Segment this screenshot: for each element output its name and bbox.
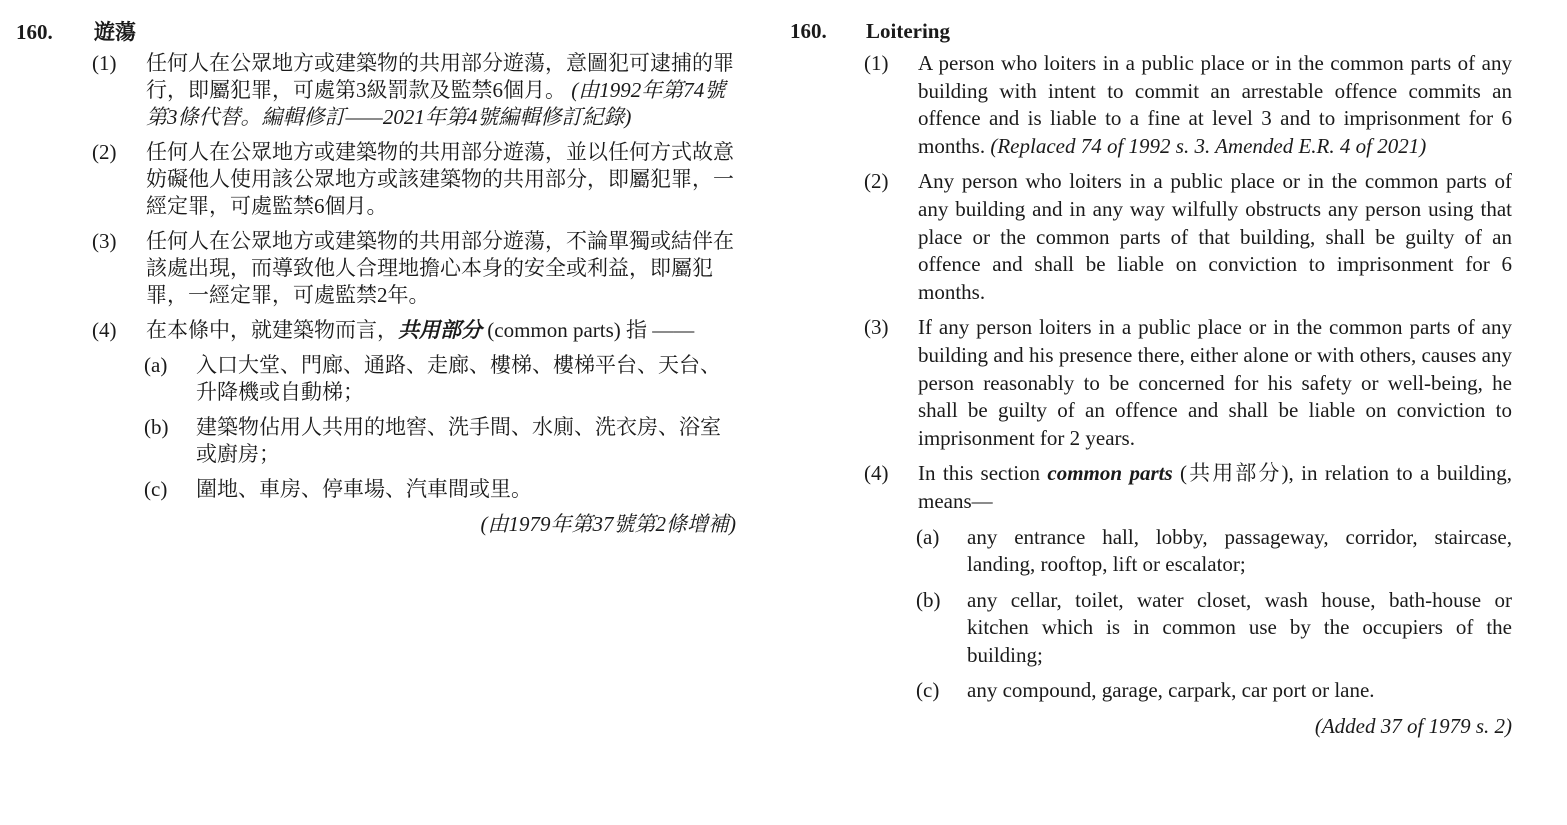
section-title: Loitering: [866, 19, 950, 44]
paragraph-text: any compound, garage, carpark, car port or lane.: [967, 678, 1375, 703]
subsection-1: [16, 50, 738, 131]
paragraph-b: [16, 414, 738, 468]
subsection-text: 任何人在公眾地方或建築物的共用部分遊蕩，並以任何方式故意妨礙他人使用該公眾地方或該建築物的共用部分，即屬犯罪，一經定罪，可處監禁6個月。: [146, 140, 734, 218]
subsection-number: (4): [92, 318, 117, 342]
defined-term: 共用部分: [398, 318, 482, 342]
paragraph-a: [16, 352, 738, 406]
subsection-text-cont: (common parts) 指 ——: [482, 318, 695, 342]
subsection-text: If any person loiters in a public place or in the common parts of any building and his presence there, either alone or with others, causes any person reasonably to be concerned for his safety or well-being, he shall be guilty of an offence and shall be liable on conviction to imprisonment for 2 years.: [918, 315, 1512, 450]
paragraph-number: (a): [144, 353, 168, 377]
paragraph-text: 圍地、車房、停車場、汽車間或里。: [196, 477, 532, 501]
paragraph-number: (c): [144, 477, 168, 501]
section-heading: [790, 14, 1512, 50]
defined-term: common parts: [1047, 461, 1173, 486]
paragraph-text: any cellar, toilet, water closet, wash house, bath-house or kitchen which is in common use by the occupiers of the building;: [967, 587, 1512, 667]
paragraph-number: (b): [144, 415, 169, 439]
added-note: (Added 37 of 1979 s. 2): [1314, 714, 1512, 739]
paragraph-c: [16, 476, 738, 503]
subsection-number: (3): [92, 229, 117, 253]
subsection-2: [16, 139, 738, 220]
subsection-number: (1): [92, 51, 117, 75]
subsection-text: 在本條中，就建築物而言，: [146, 318, 398, 342]
section-number: 160.: [16, 19, 53, 44]
paragraph-text: 建築物佔用人共用的地窖、洗手間、水廁、洗衣房、浴室或廚房；: [196, 415, 721, 466]
added-note: (由1979年第37號第2條增補): [480, 512, 736, 536]
subsection-text: In this section: [918, 461, 1048, 486]
paragraph-number: (b): [916, 587, 941, 612]
chinese-column: [16, 14, 738, 538]
subsection-text: Any person who loiters in a public place or in the common parts of any building and in any way wilfully obstructs any person using that place or the common parts of that building, shall be guilty of an offence and shall be liable on conviction to imprisonment for 6 months.: [918, 169, 1512, 304]
subsection-4: [16, 317, 738, 344]
paragraph-c: [790, 677, 1512, 705]
subsection-4: [790, 460, 1512, 515]
subsection-number: (1): [864, 51, 889, 75]
subsection-3: [790, 314, 1512, 452]
subsection-3: [16, 228, 738, 309]
paragraph-b: [790, 587, 1512, 670]
subsection-1: [790, 50, 1512, 160]
section-title: 遊蕩: [94, 19, 136, 44]
amendment-note: (由1992年第74號第3條代替。編輯修訂——2021年第4號編輯修訂紀錄): [146, 78, 726, 129]
paragraph-number: (c): [916, 678, 940, 703]
subsection-text: 任何人在公眾地方或建築物的共用部分遊蕩，不論單獨或結伴在該處出現，而導致他人合理地擔心本身的安全或利益，即屬犯罪，一經定罪，可處監禁2年。: [146, 229, 734, 307]
subsection-text: A person who loiters in a public place or in the common parts of any building with intent to commit an arrestable offence commits an offence and is liable to a fine at level 3 and to imprisonment for 6 months.: [918, 51, 1512, 158]
subsection-number: (2): [92, 140, 117, 164]
subsection-number: (2): [864, 169, 889, 194]
paragraph-text: 入口大堂、門廊、通路、走廊、樓梯、樓梯平台、天台、升降機或自動梯；: [196, 353, 721, 404]
paragraph-a: [790, 524, 1512, 579]
subsection-2: [790, 168, 1512, 306]
subsection-number: (3): [864, 315, 889, 340]
paragraph-text: any entrance hall, lobby, passageway, corridor, staircase, landing, rooftop, lift or escalator;: [967, 524, 1512, 577]
section-heading: [16, 14, 738, 50]
english-column: [790, 14, 1512, 741]
amendment-note: (Replaced 74 of 1992 s. 3. Amended E.R. 4 of 2021): [990, 133, 1427, 158]
paragraph-number: (a): [916, 524, 940, 549]
subsection-number: (4): [864, 461, 889, 486]
subsection-text: 任何人在公眾地方或建築物的共用部分遊蕩，意圖犯可逮捕的罪行，即屬犯罪，可處第3級罰款及監禁6個月。: [146, 51, 734, 102]
section-number: 160.: [790, 19, 827, 44]
subsection-text-cont: (共用部分), in relation to a building, means—: [918, 461, 1512, 513]
